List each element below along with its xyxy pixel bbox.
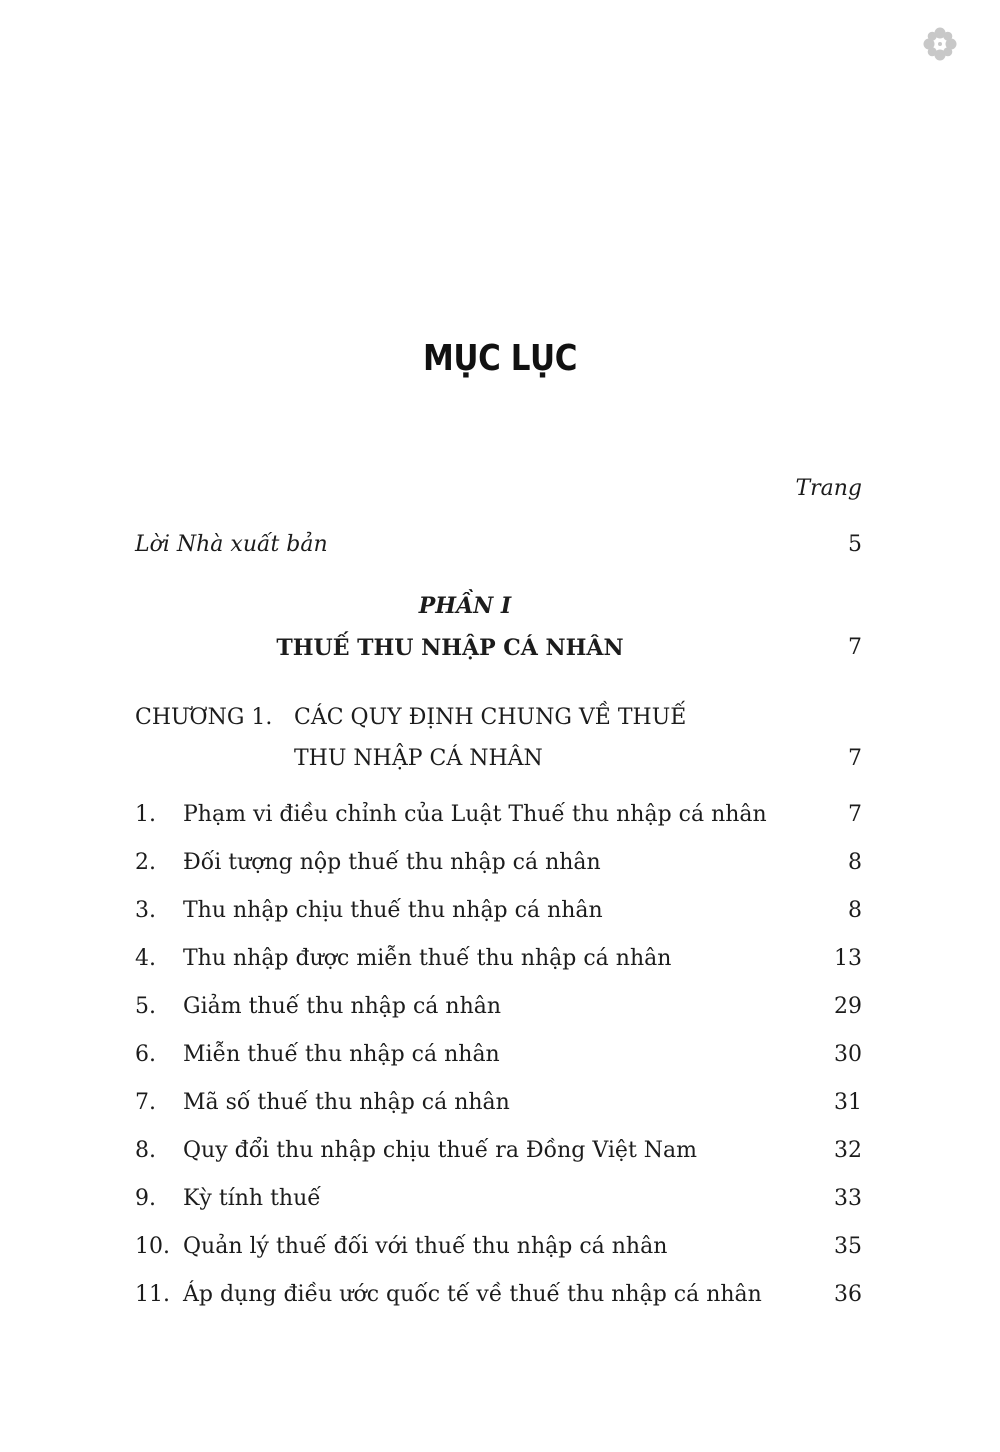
toc-entry-number: 5. — [135, 994, 156, 1019]
toc-entry-text: Đối tượng nộp thuế thu nhập cá nhân — [183, 850, 601, 875]
toc-entry-text: Thu nhập chịu thuế thu nhập cá nhân — [183, 898, 603, 923]
toc-entry-text: Kỳ tính thuế — [183, 1186, 321, 1211]
toc-entry-number: 4. — [135, 946, 156, 971]
chapter-title-line1: CÁC QUY ĐỊNH CHUNG VỀ THUẾ — [294, 705, 687, 730]
toc-entry-number: 8. — [135, 1138, 156, 1163]
toc-entry-page: 36 — [834, 1282, 862, 1307]
toc-entry-page: 8 — [848, 898, 862, 923]
toc-entry-page: 30 — [834, 1042, 862, 1067]
toc-entry-number: 10. — [135, 1234, 170, 1259]
toc-entry-page: 32 — [834, 1138, 862, 1163]
chapter-label: CHƯƠNG 1. — [135, 705, 273, 730]
toc-entry-number: 7. — [135, 1090, 156, 1115]
toc-entry-page: 29 — [834, 994, 862, 1019]
toc-entry-number: 6. — [135, 1042, 156, 1067]
toc-entry-number: 3. — [135, 898, 156, 923]
toc-entry-text: Quy đổi thu nhập chịu thuế ra Đồng Việt Nam — [183, 1138, 698, 1163]
toc-entry-page: 7 — [848, 802, 862, 827]
toc-entry-page: 13 — [834, 946, 862, 971]
toc-entry-number: 11. — [135, 1282, 170, 1307]
part-title: THUẾ THU NHẬP CÁ NHÂN — [276, 635, 624, 661]
page-title: MỤC LỤC — [422, 338, 578, 379]
preface-entry-page: 5 — [848, 532, 862, 557]
toc-entry-text: Mã số thuế thu nhập cá nhân — [183, 1090, 510, 1115]
flower-ornament-icon — [922, 26, 958, 62]
preface-entry-label: Lời Nhà xuất bản — [135, 532, 328, 557]
part-page: 7 — [848, 635, 862, 660]
toc-entry-page: 35 — [834, 1234, 862, 1259]
chapter-title-line2: THU NHẬP CÁ NHÂN — [294, 746, 543, 771]
part-label: PHẦN I — [418, 593, 512, 619]
toc-entry-text: Giảm thuế thu nhập cá nhân — [183, 994, 502, 1019]
page-column-header: Trang — [795, 476, 862, 501]
chapter-page: 7 — [848, 746, 862, 771]
toc-entry-page: 33 — [834, 1186, 862, 1211]
toc-entry-text: Thu nhập được miễn thuế thu nhập cá nhân — [183, 946, 672, 971]
toc-entry-text: Miễn thuế thu nhập cá nhân — [183, 1042, 500, 1067]
toc-entry-text: Phạm vi điều chỉnh của Luật Thuế thu nhập cá nhân — [183, 802, 767, 827]
toc-entry-number: 2. — [135, 850, 156, 875]
toc-entry-number: 1. — [135, 802, 156, 827]
toc-entry-text: Áp dụng điều ước quốc tế về thuế thu nhập cá nhân — [183, 1282, 762, 1307]
toc-entry-page: 8 — [848, 850, 862, 875]
toc-entry-number: 9. — [135, 1186, 156, 1211]
toc-entry-text: Quản lý thuế đối với thuế thu nhập cá nhân — [183, 1234, 668, 1259]
toc-entry-page: 31 — [834, 1090, 862, 1115]
